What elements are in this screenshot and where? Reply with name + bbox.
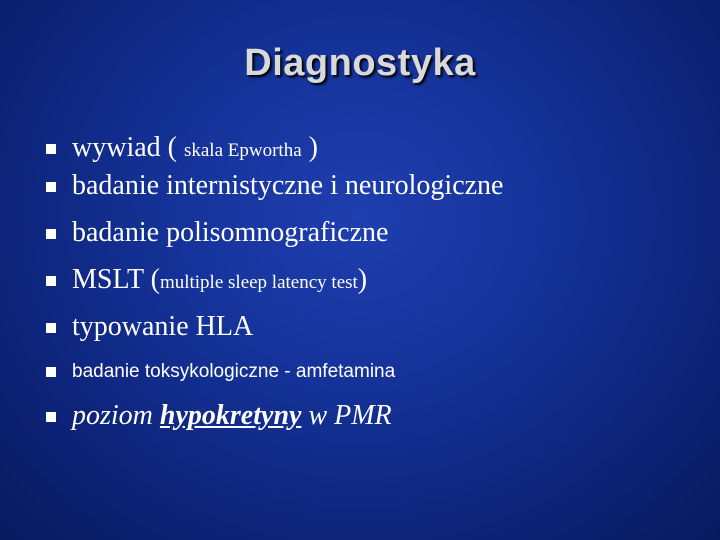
item-text: badanie polisomnograficzne (72, 217, 389, 248)
list-item (46, 132, 706, 170)
item-text-end: ) (357, 264, 368, 295)
square-bullet-icon (46, 144, 56, 154)
item-text: badanie toksykologiczne - amfetamina (72, 361, 396, 382)
list-item (46, 400, 706, 440)
item-text: typowanie HLA (72, 311, 254, 342)
square-bullet-icon (46, 182, 56, 192)
list-item (46, 358, 706, 400)
square-bullet-icon (46, 276, 56, 286)
square-bullet-icon (46, 412, 56, 422)
item-text: MSLT ( (72, 264, 160, 295)
item-subtext: multiple sleep latency test (159, 272, 358, 293)
bullet-list (46, 132, 706, 440)
square-bullet-icon (46, 367, 56, 377)
item-emphasis: hypokretyny (159, 400, 302, 431)
item-text-end: ) (301, 132, 318, 163)
item-text: poziom (72, 400, 160, 431)
item-subtext: skala Epwortha (183, 140, 302, 161)
list-item (46, 170, 706, 217)
item-text: badanie internistyczne i neurologiczne (72, 170, 504, 201)
slide-title: Diagnostyka (244, 42, 476, 84)
list-item (46, 311, 706, 358)
item-text: wywiad ( (72, 132, 184, 163)
list-item (46, 217, 706, 264)
list-item (46, 264, 706, 311)
square-bullet-icon (46, 323, 56, 333)
item-text-end: w PMR (301, 400, 392, 431)
square-bullet-icon (46, 229, 56, 239)
